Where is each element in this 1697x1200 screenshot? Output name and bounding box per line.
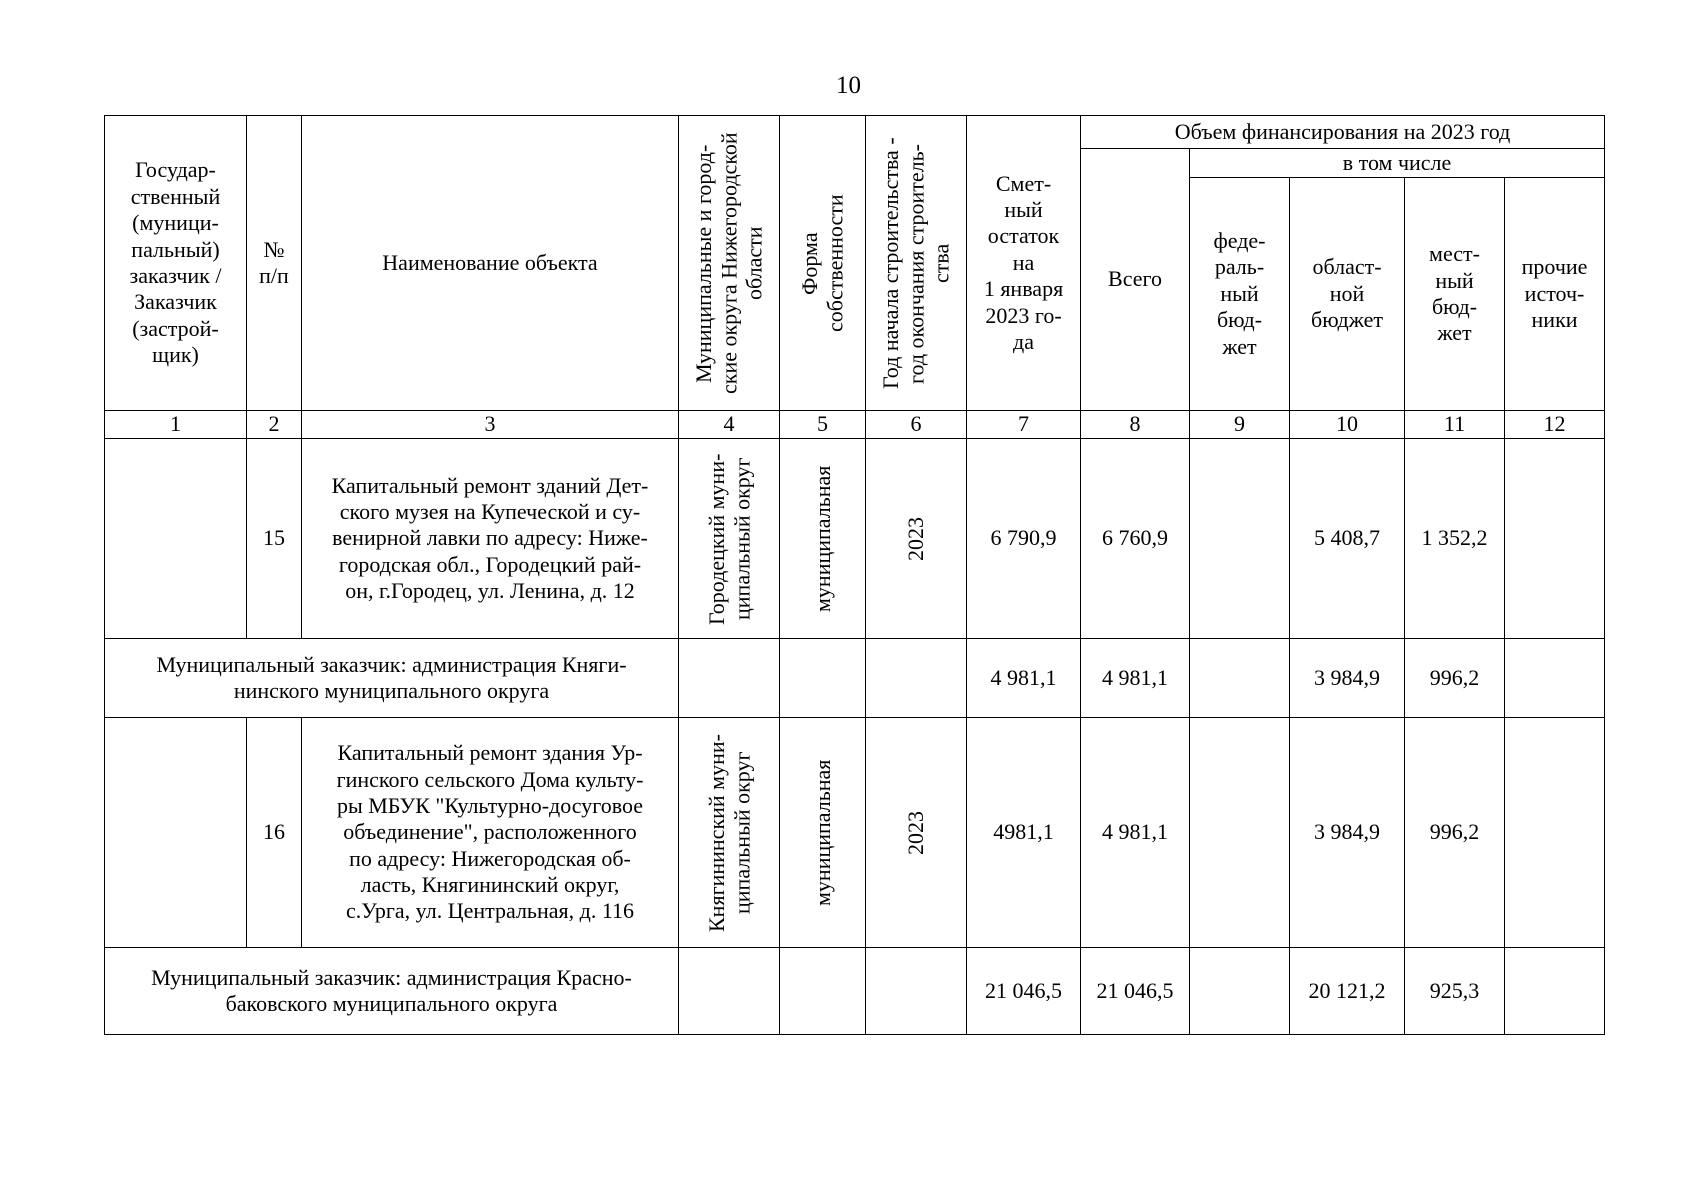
cell-federal [1190,948,1290,1035]
column-numbers-row [105,411,1605,439]
customer-row [105,948,1605,1035]
cell-other [1505,718,1605,948]
cell-ownership: муниципальная [780,718,866,948]
cell-estimate: 4981,1 [967,718,1081,948]
cell-local: 1 352,2 [1405,439,1505,639]
header-regional-budget: област- ной бюджет [1290,178,1405,411]
column-number: 3 [302,411,679,439]
header-other-sources: прочие источ- ники [1505,178,1605,411]
header-years: Год начала строительства - год окончания строитель- ства [866,116,967,411]
financing-table [104,115,1605,1035]
page-number: 10 [836,72,861,99]
cell-total: 4 981,1 [1081,718,1190,948]
cell-municipal-customer: Муниципальный заказчик: администрация Княги- нинского муниципального округа [105,639,679,718]
cell-regional: 5 408,7 [1290,439,1405,639]
cell-ownership [780,948,866,1035]
column-number: 8 [1081,411,1190,439]
cell-ownership: муниципальная [780,439,866,639]
cell-regional: 20 121,2 [1290,948,1405,1035]
cell-object-name: Капитальный ремонт здания Ур- гинского сельского Дома культу- ры МБУК "Культурно-досуговое объединение", расположенного по адресу: Нижегородская об- ласть, Княгининский округ, с.Урга, ул. Центральная, д. 116 [302,718,679,948]
cell-ownership [780,639,866,718]
cell-other [1505,948,1605,1035]
cell-total: 4 981,1 [1081,639,1190,718]
cell-years: 2023 [866,718,967,948]
column-number: 10 [1290,411,1405,439]
header-district: Муниципальные и город- ские округа Нижегородской области [679,116,780,411]
customer-row [105,639,1605,718]
cell-regional: 3 984,9 [1290,718,1405,948]
column-number: 6 [866,411,967,439]
header-including: в том числе [1190,149,1605,178]
header-federal-budget: феде- раль- ный бюд- жет [1190,178,1290,411]
column-number: 1 [105,411,247,439]
column-number: 5 [780,411,866,439]
cell-total: 21 046,5 [1081,948,1190,1035]
cell-total: 6 760,9 [1081,439,1190,639]
header-ownership: Форма собственности [780,116,866,411]
cell-other [1505,439,1605,639]
cell-local: 996,2 [1405,718,1505,948]
cell-years [866,639,967,718]
cell-federal [1190,439,1290,639]
table-row [105,718,1605,948]
column-number: 4 [679,411,780,439]
column-number: 7 [967,411,1081,439]
cell-federal [1190,639,1290,718]
cell-other [1505,639,1605,718]
cell-customer [105,718,247,948]
cell-estimate: 6 790,9 [967,439,1081,639]
cell-customer [105,439,247,639]
cell-number: 15 [247,439,302,639]
cell-estimate: 21 046,5 [967,948,1081,1035]
column-number: 2 [247,411,302,439]
cell-regional: 3 984,9 [1290,639,1405,718]
cell-number: 16 [247,718,302,948]
cell-local: 925,3 [1405,948,1505,1035]
cell-municipal-customer: Муниципальный заказчик: администрация Красно- баковского муниципального округа [105,948,679,1035]
header-customer: Государ- ственный (муници- пальный) заказчик / Заказчик (застрой- щик) [105,116,247,411]
header-funding-group: Объем финансирования на 2023 год [1081,116,1605,149]
column-number: 12 [1505,411,1605,439]
cell-years: 2023 [866,439,967,639]
cell-district: Княгининский муни- ципальный округ [679,718,780,948]
header-number: № п/п [247,116,302,411]
header-local-budget: мест- ный бюд- жет [1405,178,1505,411]
header-estimate-balance: Смет- ный остаток на 1 января 2023 го- да [967,116,1081,411]
table-row [105,439,1605,639]
column-number: 11 [1405,411,1505,439]
header-object-name: Наименование объекта [302,116,679,411]
cell-object-name: Капитальный ремонт зданий Дет- ского музея на Купеческой и су- венирной лавки по адресу: Ниже- городская обл., Городецкий рай- он, г.Городец, ул. Ленина, д. 12 [302,439,679,639]
cell-estimate: 4 981,1 [967,639,1081,718]
header-total: Всего [1081,149,1190,411]
cell-federal [1190,718,1290,948]
cell-district: Городецкий муни- ципальный округ [679,439,780,639]
cell-years [866,948,967,1035]
cell-local: 996,2 [1405,639,1505,718]
cell-district [679,948,780,1035]
column-number: 9 [1190,411,1290,439]
cell-district [679,639,780,718]
